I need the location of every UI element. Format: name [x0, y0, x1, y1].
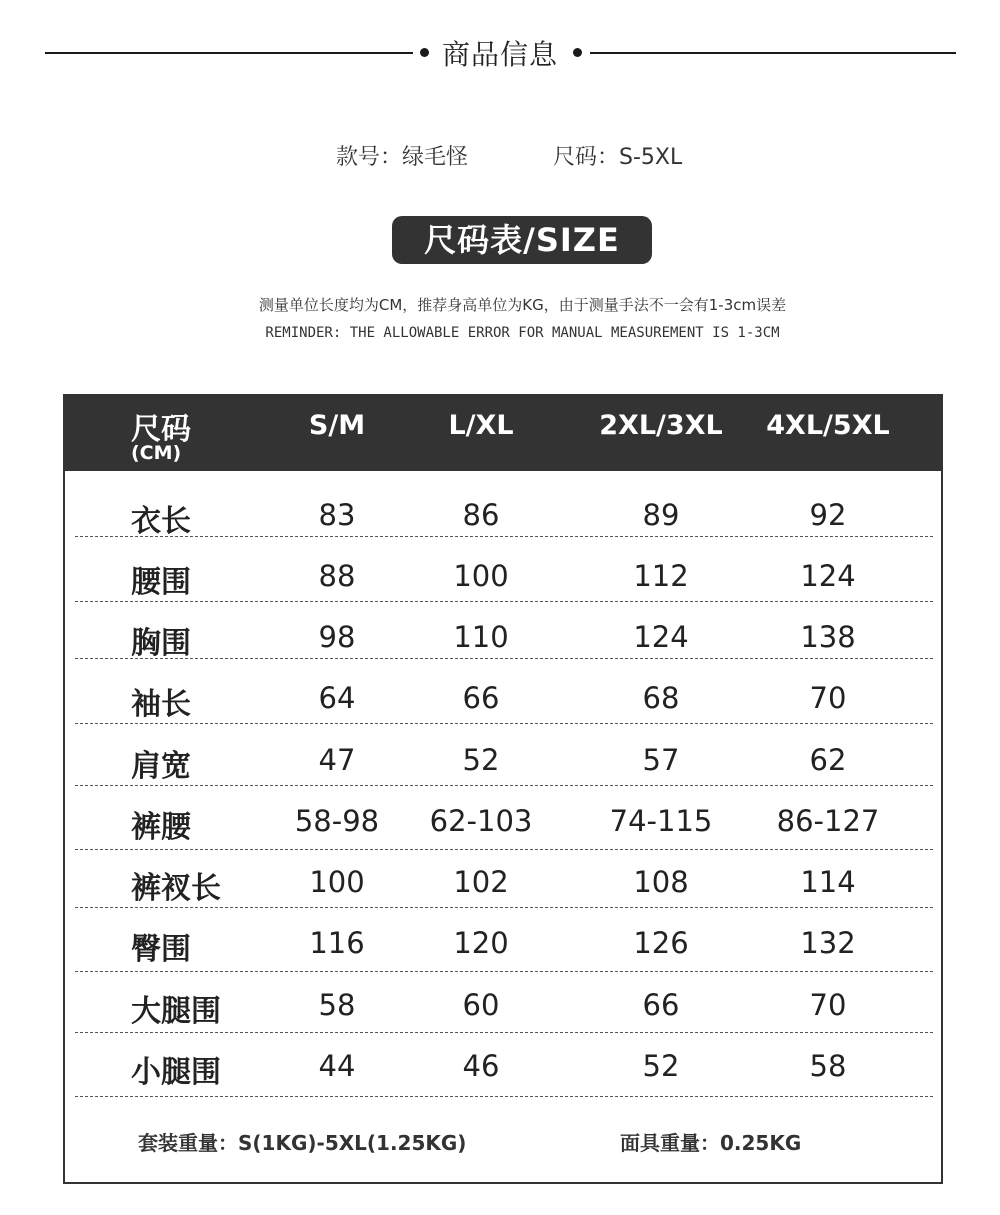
table-row [65, 910, 941, 971]
table-cell: 100 [309, 865, 365, 899]
table-header [65, 396, 941, 471]
table-cell: 52 [642, 1049, 680, 1083]
table-cell: 74-115 [609, 804, 713, 838]
table-row [65, 727, 941, 788]
table-cell: 92 [809, 498, 847, 532]
style-number: 款号：绿毛怪 [336, 145, 469, 170]
row-label: 肩宽 [131, 749, 191, 784]
row-divider [75, 907, 933, 908]
row-divider [75, 1096, 933, 1097]
table-cell: 58 [809, 1049, 847, 1083]
measurement-note-cn: 测量单位长度均为CM，推荐身高单位为KG，由于测量手法不一会有1-3cm误差 [258, 296, 787, 314]
table-cell: 52 [462, 743, 500, 777]
header-dot-left [420, 48, 429, 57]
column-header: 4XL/5XL [766, 410, 890, 441]
table-cell: 89 [642, 498, 680, 532]
table-cell: 116 [309, 926, 365, 960]
table-cell: 47 [318, 743, 356, 777]
row-label: 小腿围 [131, 1055, 221, 1090]
mask-weight: 面具重量：0.25KG [620, 1131, 802, 1155]
size-table [63, 394, 943, 1184]
table-row [65, 1033, 941, 1094]
table-cell: 62 [809, 743, 847, 777]
row-label: 大腿围 [131, 994, 221, 1029]
table-row [65, 972, 941, 1033]
column-header: L/XL [448, 410, 514, 441]
table-cell: 114 [800, 865, 856, 899]
table-cell: 86 [462, 498, 500, 532]
table-row [65, 543, 941, 604]
table-cell: 126 [633, 926, 689, 960]
table-cell: 138 [800, 620, 856, 654]
row-label: 裤衩长 [131, 871, 221, 906]
row-label: 袖长 [131, 687, 191, 722]
row-label: 裤腰 [131, 810, 191, 845]
table-cell: 58-98 [294, 804, 380, 838]
size-range: 尺码：S-5XL [553, 145, 683, 170]
row-divider [75, 723, 933, 724]
row-divider [75, 658, 933, 659]
set-weight: 套装重量：S(1KG)-5XL(1.25KG) [138, 1131, 467, 1155]
table-cell: 66 [462, 681, 500, 715]
column-header: S/M [308, 410, 366, 441]
table-cell: 108 [633, 865, 689, 899]
table-cell: 68 [642, 681, 680, 715]
table-cell: 124 [800, 559, 856, 593]
table-cell: 83 [318, 498, 356, 532]
table-row [65, 604, 941, 665]
table-cell: 86-127 [776, 804, 880, 838]
table-cell: 46 [462, 1049, 500, 1083]
table-cell: 102 [453, 865, 509, 899]
header-divider-left [45, 52, 413, 54]
table-cell: 120 [453, 926, 509, 960]
table-cell: 124 [633, 620, 689, 654]
row-label: 臀围 [131, 932, 191, 967]
table-cell: 66 [642, 988, 680, 1022]
table-row [65, 482, 941, 543]
table-cell: 110 [453, 620, 509, 654]
row-divider [75, 785, 933, 786]
row-label: 胸围 [131, 626, 191, 661]
table-row [65, 849, 941, 910]
table-cell: 70 [809, 988, 847, 1022]
row-label: 腰围 [131, 565, 191, 600]
header-divider-right [590, 52, 956, 54]
size-chart-badge: 尺码表/SIZE [392, 216, 652, 264]
row-divider [75, 536, 933, 537]
table-cell: 100 [453, 559, 509, 593]
header-dot-right [573, 48, 582, 57]
table-cell: 58 [318, 988, 356, 1022]
header-size-label: 尺码 [131, 412, 191, 447]
table-cell: 44 [318, 1049, 356, 1083]
row-divider [75, 601, 933, 602]
table-cell: 64 [318, 681, 356, 715]
row-label: 衣长 [131, 504, 191, 539]
table-cell: 57 [642, 743, 680, 777]
measurement-note-en: REMINDER: THE ALLOWABLE ERROR FOR MANUAL MEASUREMENT IS 1-3CM [265, 325, 780, 341]
column-header: 2XL/3XL [599, 410, 723, 441]
table-row [65, 665, 941, 726]
table-cell: 60 [462, 988, 500, 1022]
table-row [65, 788, 941, 849]
table-cell: 62-103 [429, 804, 533, 838]
header-unit-label: (CM) [131, 442, 182, 464]
section-title: 商品信息 [441, 38, 558, 71]
table-cell: 112 [633, 559, 689, 593]
table-cell: 70 [809, 681, 847, 715]
table-cell: 98 [318, 620, 356, 654]
table-cell: 132 [800, 926, 856, 960]
table-cell: 88 [318, 559, 356, 593]
